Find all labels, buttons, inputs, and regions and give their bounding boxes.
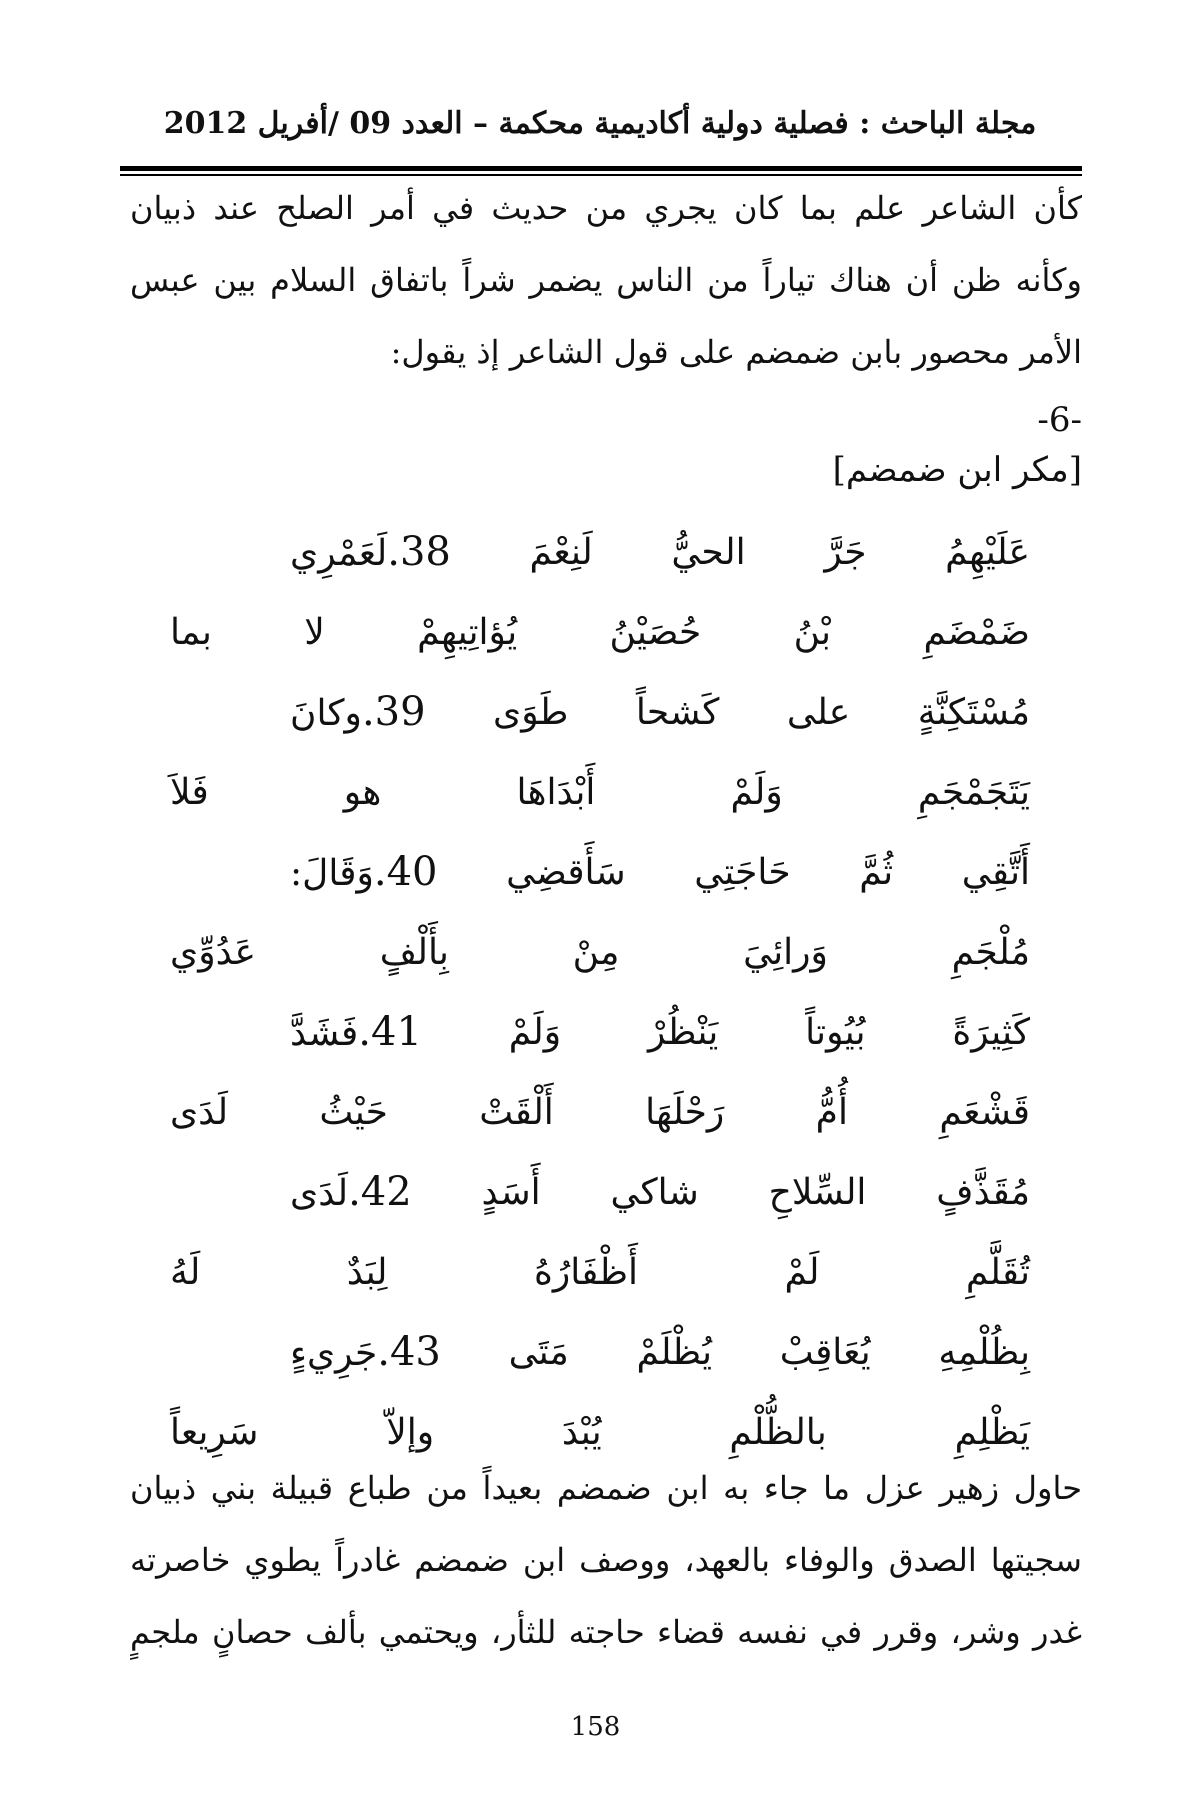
verse-word: بْنُ	[793, 611, 832, 653]
page-number: 158	[570, 1712, 621, 1742]
verse-word: تُقَلَّمِ	[965, 1251, 1030, 1293]
paragraph-line: وكأنه ظن أن هناك تياراً من الناس يضمر شراً باتفاق السلام بين عبس	[130, 261, 1082, 299]
verse-word: حُصَيْنُ	[609, 611, 702, 653]
verse-first-hemistich	[170, 672, 1030, 752]
verse-word: أَتَّقِي	[961, 851, 1030, 893]
verse-word: بُيُوتاً	[805, 1011, 866, 1053]
verse-word: يَنْظُرْ	[647, 1011, 719, 1053]
verse-word: وإلاّ	[386, 1411, 435, 1453]
verse-word: لَدَى	[170, 1091, 229, 1133]
verse-word: جَرَّ	[824, 531, 867, 573]
verse-word: يُظْلَمْ	[636, 1331, 712, 1373]
section-title: [مكر ابن ضمضم]	[832, 450, 1082, 490]
paragraph-line: سجيتها الصدق والوفاء بالعهد، ووصف ابن ضمضم غادراً يطوي خاصرته	[130, 1541, 1082, 1579]
verse-word: قَشْعَمِ	[939, 1091, 1030, 1133]
verse-number: 41.	[358, 1009, 422, 1055]
verse-first-hemistich	[170, 832, 1030, 912]
verse-word: ثُمَّ	[859, 851, 894, 893]
verse-word: أُمُّ	[815, 1091, 848, 1133]
verse-word: بِأَلْفٍ	[379, 931, 449, 973]
paragraph-line: الأمر محصور بابن ضمضم على قول الشاعر إذ يقول:	[390, 333, 1082, 371]
verse-word: مِنْ	[572, 931, 620, 973]
verse-word: بما	[170, 611, 212, 653]
verse-word: أَبْدَاهَا	[516, 771, 596, 813]
verse-word: أَلْقَتْ	[479, 1091, 554, 1133]
verse-second-hemistich	[170, 1072, 1030, 1152]
verse-first-hemistich	[170, 512, 1030, 592]
verse-word: على	[786, 691, 851, 733]
verse-word: حَيْثُ	[319, 1091, 388, 1133]
verse-word: شاكي	[610, 1171, 699, 1213]
paragraph-line: كأن الشاعر علم بما كان يجري من حديث في أمر الصلح عند ذبيان	[130, 189, 1082, 227]
verse-word: وَلَمْ	[508, 1011, 562, 1053]
verse-number: 40.	[373, 849, 438, 895]
verse-word: سَأَقضِي	[506, 851, 626, 893]
journal-header: مجلة الباحث : فصلية دولية أكاديمية محكمة – العدد 09 /أفريل 2012	[163, 106, 1037, 141]
verse-word: عَلَيْهِمُ	[945, 531, 1030, 573]
verse-word: وَقَالَ:	[290, 853, 374, 894]
verse-word: لا	[304, 611, 325, 653]
verse-word: هو	[343, 771, 382, 813]
verse-word: يَتَجَمْجَمِ	[917, 771, 1030, 813]
verse-first-hemistich	[170, 1152, 1030, 1232]
verse-word: جَرِيءٍ	[290, 1333, 378, 1374]
verse-second-hemistich	[170, 912, 1030, 992]
verse-word: لَعَمْرِي	[290, 533, 388, 574]
verse-first-hemistich	[170, 1312, 1030, 1392]
verse-word: كَثِيرَةً	[952, 1011, 1030, 1053]
verse-word: بالظُّلْمِ	[729, 1411, 827, 1453]
verse-word: طَوَى	[493, 691, 569, 733]
verse-second-hemistich	[170, 752, 1030, 832]
verse-word-1	[290, 529, 451, 575]
verse-word: أَظْفَارُهُ	[533, 1251, 639, 1293]
verse-number: 43.	[377, 1329, 441, 1375]
section-number: -6-	[1037, 400, 1082, 440]
verse-word: يَظْلِمِ	[954, 1411, 1030, 1453]
verse-word: فَلاَ	[170, 771, 209, 813]
verse-word: لَمْ	[784, 1251, 820, 1293]
verse-word: بِظُلْمِهِ	[938, 1331, 1030, 1373]
paragraph-line: حاول زهير عزل ما جاء به ابن ضمضم بعيداً من طباع قبيلة بني ذبيان	[130, 1469, 1082, 1507]
verse-number: 39.	[361, 689, 426, 735]
header-rule-thick	[120, 166, 1082, 171]
verse-word: السِّلاحِ	[768, 1171, 867, 1213]
closing-paragraph	[130, 1452, 1082, 1668]
verse-word: لَهُ	[170, 1251, 201, 1293]
verse-word: ضَمْضَمِ	[923, 611, 1030, 653]
verse-word: مَتَى	[508, 1331, 569, 1373]
verse-word-1	[290, 1169, 412, 1215]
verse-word: مُقَذَّفٍ	[936, 1171, 1030, 1213]
verse-word: فَشَدَّ	[290, 1013, 359, 1054]
verse-word-1	[290, 849, 437, 895]
verse-number: 38.	[387, 529, 451, 575]
verse-word: عَدُوِّي	[170, 931, 256, 973]
verse-word: يُعَاقِبْ	[779, 1331, 871, 1373]
verse-word: مُسْتَكِنَّةٍ	[917, 691, 1030, 733]
verse-word-1	[290, 689, 426, 735]
verse-word: الحيُّ	[671, 531, 746, 573]
verse-word: أَسَدٍ	[481, 1171, 541, 1213]
verse-word: سَرِيعاً	[170, 1411, 259, 1453]
verse-word: يُبْدَ	[561, 1411, 602, 1453]
verse-word-1	[290, 1009, 422, 1055]
verse-word: حَاجَتِي	[694, 851, 791, 893]
verse-word: لِبَدٌ	[346, 1251, 388, 1293]
verse-first-hemistich	[170, 992, 1030, 1072]
verse-second-hemistich	[170, 592, 1030, 672]
verse-word: مُلْجَمِ	[951, 931, 1030, 973]
intro-paragraph	[130, 172, 1082, 388]
verse-word: رَحْلَهَا	[645, 1091, 725, 1133]
paragraph-line: غدر وشر، وقرر في نفسه قضاء حاجته للثأر، ويحتمي بألف حصانٍ ملجمٍ	[130, 1613, 1082, 1651]
verse-number: 42.	[348, 1169, 412, 1215]
poem-verses	[170, 512, 1030, 1472]
verse-word: لَنِعْمَ	[529, 531, 593, 573]
verse-word: وَلَمْ	[730, 771, 783, 813]
verse-word: وكانَ	[290, 693, 362, 734]
verse-second-hemistich	[170, 1232, 1030, 1312]
verse-word: كَشحاً	[635, 691, 720, 733]
verse-word: لَدَى	[290, 1173, 349, 1214]
verse-word: وَرائِيَ	[743, 931, 828, 973]
verse-word-1	[290, 1329, 441, 1375]
verse-word: يُؤاتِيهِمْ	[417, 611, 518, 653]
